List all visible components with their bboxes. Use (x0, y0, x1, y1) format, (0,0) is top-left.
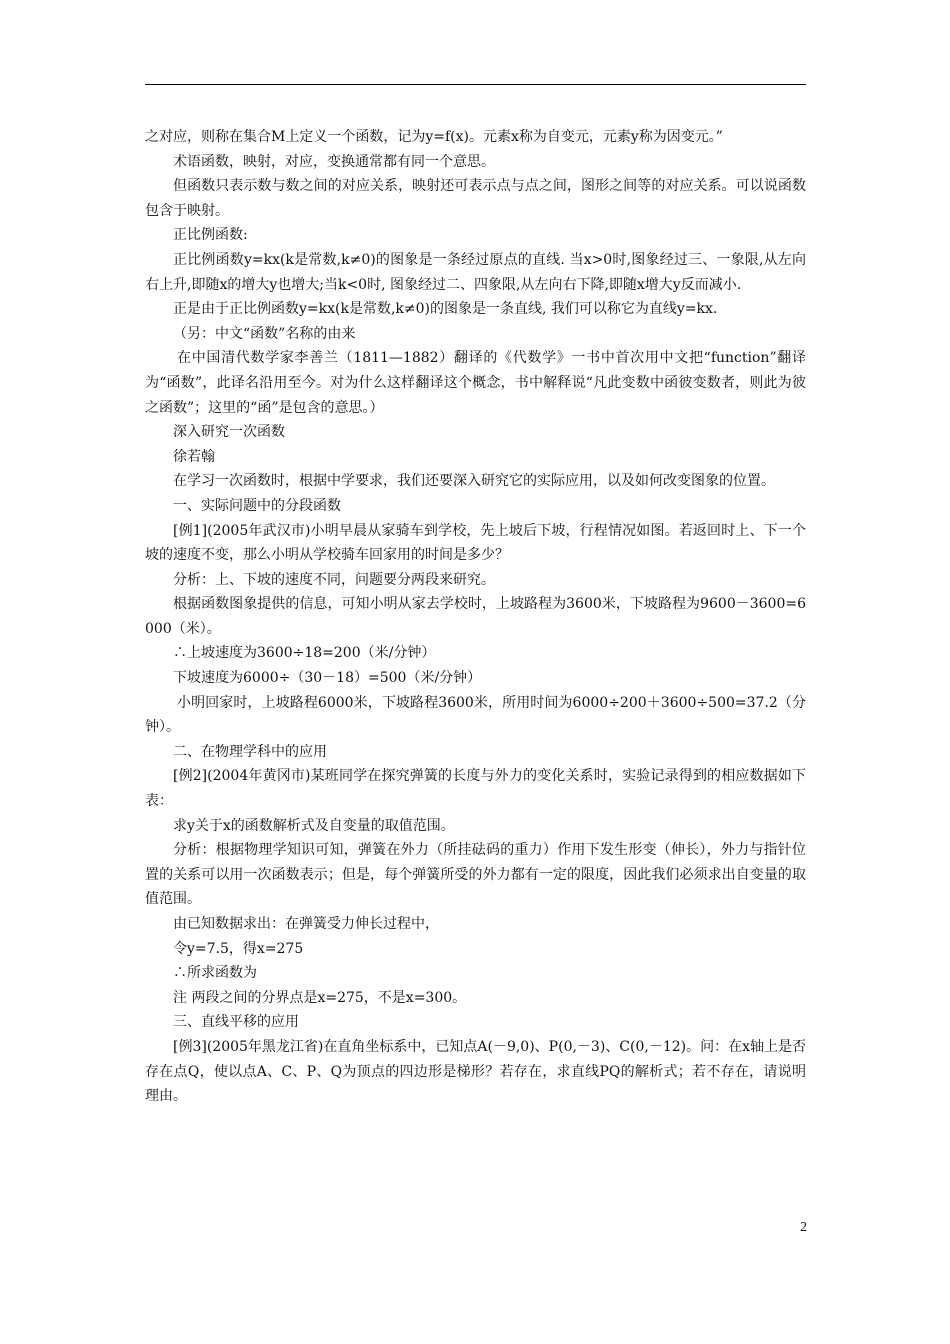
paragraph: 二、在物理学科中的应用 (173, 743, 327, 760)
paragraph: 求y关于x的函数解析式及自变量的取值范围。 (173, 817, 455, 834)
paragraph: 在中国清代数学家李善兰（1811—1882）翻译的《代数学》一书中首次用中文把“function”翻译为“函数”，此译名沿用至今。对为什么这样翻译这个概念，书中解释说“凡此变数中函彼变数者，则此为彼之函数”；这里的“函”是包含的意思。） (145, 350, 806, 416)
paragraph: 三、直线平移的应用 (173, 1014, 299, 1031)
paragraph: 令y=7.5，得x=275 (173, 940, 304, 957)
body-text (145, 125, 806, 1109)
page-number: 2 (800, 1220, 807, 1235)
paragraph: 正比例函数y=kx(k是常数,k≠0)的图象是一条经过原点的直线. 当x>0时,图象经过三、一象限,从左向右上升,即随x的增大y也增大;当k<0时, 图象经过二、四象限,从左向右下降,即随x增大y反而减小. (145, 251, 806, 293)
paragraph: （另：中文“函数”名称的由来 (173, 325, 356, 342)
paragraph: [例3](2005年黑龙江省)在直角坐标系中，已知点A(－9,0)、P(0,－3)、C(0,－12)。问：在x轴上是否存在点Q，使以点A、C、P、Q为顶点的四边形是梯形？若存在，求直线PQ的解析式；若不存在，请说明理由。 (145, 1038, 806, 1105)
paragraph: 正比例函数: (173, 227, 248, 244)
paragraph: 小明回家时，上坡路程6000米，下坡路程3600米，所用时间为6000÷200＋3600÷500=37.2（分钟）。 (145, 694, 806, 736)
paragraph: 分析：上、下坡的速度不同，问题要分两段来研究。 (173, 571, 495, 588)
paragraph: [例2](2004年黄冈市)某班同学在探究弹簧的长度与外力的变化关系时，实验记录得到的相应数据如下表： (145, 768, 806, 810)
paragraph: 注 两段之间的分界点是x=275，不是x=300。 (173, 989, 467, 1006)
paragraph: 之对应，则称在集合M上定义一个函数，记为y=f(x)。元素x称为自变元，元素y称为因变元。” (145, 129, 723, 145)
paragraph: 在学习一次函数时，根据中学要求，我们还要深入研究它的实际应用，以及如何改变图象的位置。 (173, 473, 775, 490)
paragraph: 徐若翰 (173, 448, 215, 465)
paragraph: ∴所求函数为 (173, 965, 257, 982)
paragraph: 一、实际问题中的分段函数 (173, 497, 341, 514)
paragraph: ∴上坡速度为3600÷18=200（米/分钟） (173, 645, 436, 662)
paragraph: 根据函数图象提供的信息，可知小明从家去学校时，上坡路程为3600米，下坡路程为9600－3600=6000（米）。 (145, 596, 806, 637)
paragraph: 术语函数，映射，对应，变换通常都有同一个意思。 (173, 153, 495, 170)
paragraph: 分析：根据物理学知识可知，弹簧在外力（所挂砝码的重力）作用下发生形变（伸长），外力与指针位置的关系可以用一次函数表示；但是，每个弹簧所受的外力都有一定的限度，因此我们必须求出自变量的取值范围。 (145, 842, 806, 908)
paragraph: 下坡速度为6000÷（30－18）=500（米/分钟） (173, 670, 482, 687)
paragraph: 由已知数据求出：在弹簧受力伸长过程中， (173, 916, 439, 932)
paragraph: 但函数只表示数与数之间的对应关系，映射还可表示点与点之间，图形之间等的对应关系。可以说函数包含于映射。 (145, 178, 806, 219)
paragraph: 正是由于正比例函数y=kx(k是常数,k≠0)的图象是一条直线, 我们可以称它为直线y=kx. (173, 301, 718, 318)
header-rule (145, 84, 806, 85)
paragraph: 深入研究一次函数 (173, 424, 285, 441)
paragraph: [例1](2005年武汉市)小明早晨从家骑车到学校，先上坡后下坡，行程情况如图。若返回时上、下一个坡的速度不变，那么小明从学校骑车回家用的时间是多少？ (145, 522, 806, 564)
